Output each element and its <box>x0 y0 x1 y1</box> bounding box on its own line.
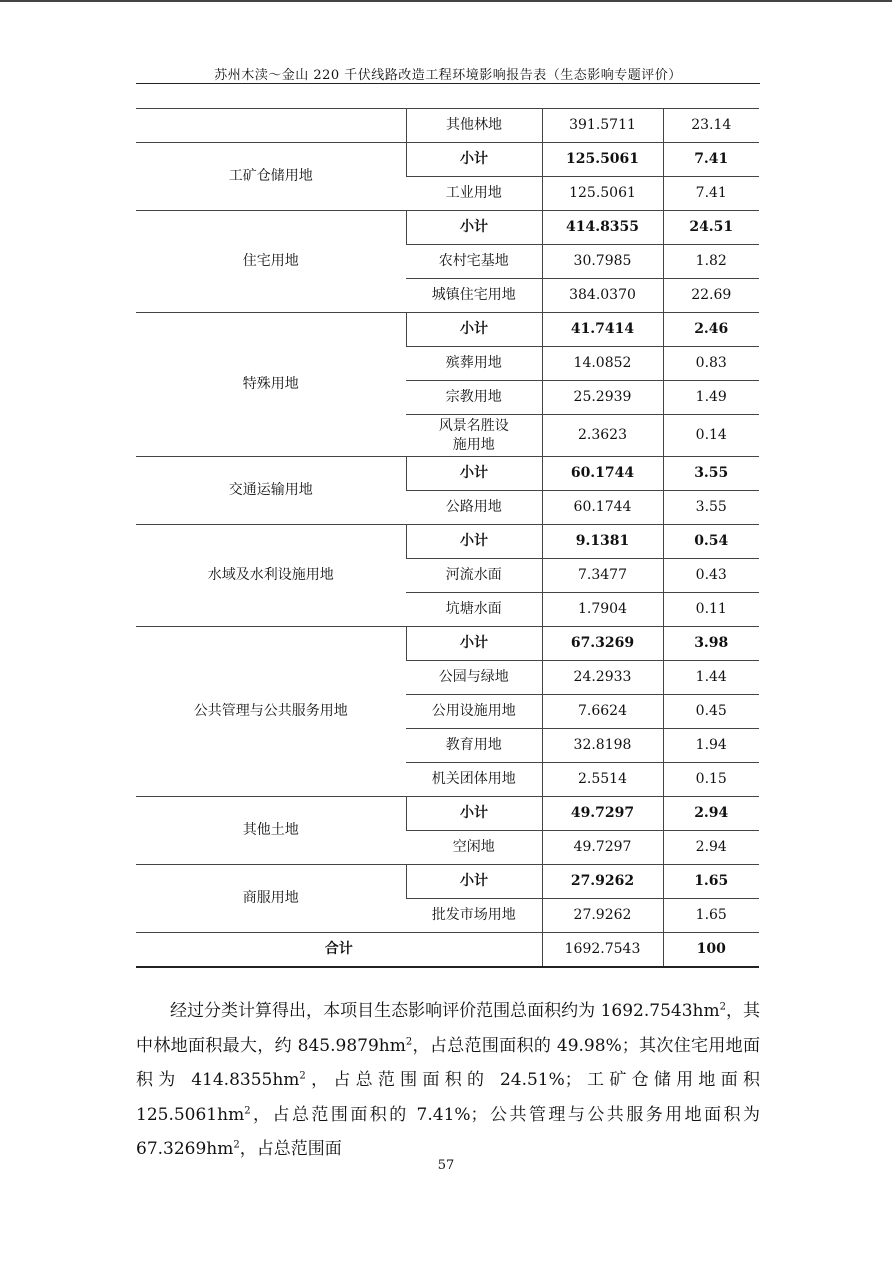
subcategory-cell: 公用设施用地 <box>406 695 542 729</box>
subtotal-label-cell: 小计 <box>406 797 542 831</box>
total-area-cell: 1692.7543 <box>542 933 663 967</box>
subtotal-label-cell: 小计 <box>406 865 542 899</box>
subtotal-percent-cell: 2.46 <box>663 313 759 347</box>
subcategory-cell: 河流水面 <box>406 559 542 593</box>
subtotal-percent-cell: 7.41 <box>663 143 759 177</box>
subtotal-area-cell: 125.5061 <box>542 143 663 177</box>
area-cell: 7.3477 <box>542 559 663 593</box>
subtotal-label-cell: 小计 <box>406 211 542 245</box>
subtotal-label-cell: 小计 <box>406 457 542 491</box>
total-label-cell: 合计 <box>136 933 542 967</box>
subtotal-area-cell: 9.1381 <box>542 525 663 559</box>
page-top-border <box>0 0 892 2</box>
subcategory-cell: 城镇住宅用地 <box>406 279 542 313</box>
table-row <box>136 525 759 559</box>
subtotal-label-cell: 小计 <box>406 143 542 177</box>
superscript: 2 <box>405 1035 413 1047</box>
superscript: 2 <box>233 1139 240 1151</box>
percent-cell: 1.94 <box>663 729 759 763</box>
subcategory-cell: 机关团体用地 <box>406 763 542 797</box>
subtotal-area-cell: 60.1744 <box>542 457 663 491</box>
paragraph-text: ，占总范围面积的 49.98%；其次住宅用地面积为 414.8355hm <box>136 1035 760 1090</box>
table-row <box>136 143 759 177</box>
area-cell: 24.2933 <box>542 661 663 695</box>
area-cell: 32.8198 <box>542 729 663 763</box>
page-number: 57 <box>437 1158 455 1173</box>
area-cell: 27.9262 <box>542 899 663 933</box>
percent-cell: 3.55 <box>663 491 759 525</box>
category-cell: 公共管理与公共服务用地 <box>136 627 406 797</box>
category-cell: 水域及水利设施用地 <box>136 525 406 627</box>
percent-cell: 0.45 <box>663 695 759 729</box>
percent-cell: 0.43 <box>663 559 759 593</box>
subtotal-area-cell: 67.3269 <box>542 627 663 661</box>
subcategory-cell: 公园与绿地 <box>406 661 542 695</box>
area-cell: 391.5711 <box>542 109 663 143</box>
subtotal-percent-cell: 0.54 <box>663 525 759 559</box>
area-cell: 30.7985 <box>542 245 663 279</box>
subcategory-cell: 殡葬用地 <box>406 347 542 381</box>
subcategory-cell: 教育用地 <box>406 729 542 763</box>
table-row <box>136 211 759 245</box>
area-cell: 60.1744 <box>542 491 663 525</box>
subtotal-area-cell: 49.7297 <box>542 797 663 831</box>
subtotal-label-cell: 小计 <box>406 313 542 347</box>
category-cell: 住宅用地 <box>136 211 406 313</box>
subtotal-area-cell: 41.7414 <box>542 313 663 347</box>
area-cell: 1.7904 <box>542 593 663 627</box>
land-use-table <box>136 108 759 968</box>
subcategory-cell: 公路用地 <box>406 491 542 525</box>
area-cell: 49.7297 <box>542 831 663 865</box>
percent-cell: 23.14 <box>663 109 759 143</box>
percent-cell: 1.65 <box>663 899 759 933</box>
subcategory-cell: 农村宅基地 <box>406 245 542 279</box>
percent-cell: 1.44 <box>663 661 759 695</box>
subtotal-percent-cell: 1.65 <box>663 865 759 899</box>
area-cell: 7.6624 <box>542 695 663 729</box>
table-row <box>136 313 759 347</box>
subtotal-percent-cell: 24.51 <box>663 211 759 245</box>
table-row <box>136 457 759 491</box>
total-percent-cell: 100 <box>663 933 759 967</box>
subcategory-cell: 批发市场用地 <box>406 899 542 933</box>
percent-cell: 0.11 <box>663 593 759 627</box>
subcategory-cell: 其他林地 <box>406 109 542 143</box>
subcategory-cell: 宗教用地 <box>406 381 542 415</box>
paragraph-text: ，其中林地面积最大，约 845.9879hm <box>136 1001 760 1056</box>
subcategory-line: 施用地 <box>452 436 495 453</box>
subtotal-area-cell: 27.9262 <box>542 865 663 899</box>
subcategory-cell: 工业用地 <box>406 177 542 211</box>
running-header: 苏州木渎～金山 220 千伏线路改造工程环境影响报告表（生态影响专题评价） <box>214 68 682 83</box>
table-row <box>136 865 759 899</box>
percent-cell: 7.41 <box>663 177 759 211</box>
table-row <box>136 627 759 661</box>
category-cell: 交通运输用地 <box>136 457 406 525</box>
area-cell: 14.0852 <box>542 347 663 381</box>
header-divider <box>136 83 760 84</box>
percent-cell: 22.69 <box>663 279 759 313</box>
subcategory-cell: 空闲地 <box>406 831 542 865</box>
percent-cell: 0.83 <box>663 347 759 381</box>
percent-cell: 0.14 <box>663 415 759 457</box>
area-cell: 125.5061 <box>542 177 663 211</box>
subtotal-label-cell: 小计 <box>406 525 542 559</box>
subtotal-percent-cell: 2.94 <box>663 797 759 831</box>
subcategory-cell <box>406 415 542 457</box>
category-cell: 工矿仓储用地 <box>136 143 406 211</box>
category-cell: 其他土地 <box>136 797 406 865</box>
area-cell: 2.5514 <box>542 763 663 797</box>
paragraph-text: ，占总范围面积的 7.41%；公共管理与公共服务用地面积为 67.3269hm <box>136 1104 760 1159</box>
paragraph-text: ，占总范围面积的 24.51%；工矿仓储用地面积 125.5061hm <box>136 1070 760 1125</box>
total-row <box>136 933 759 967</box>
table-row <box>136 797 759 831</box>
category-cell: 特殊用地 <box>136 313 406 457</box>
subcategory-cell: 坑塘水面 <box>406 593 542 627</box>
category-cell <box>136 109 406 143</box>
percent-cell: 2.94 <box>663 831 759 865</box>
land-use-table-body <box>136 109 759 967</box>
area-cell: 25.2939 <box>542 381 663 415</box>
area-cell: 384.0370 <box>542 279 663 313</box>
superscript: 2 <box>299 1070 306 1082</box>
paragraph-text: 经过分类计算得出，本项目生态影响评价范围总面积约为 1692.7543hm <box>170 1001 720 1021</box>
paragraph-text: ，占总范围面 <box>239 1139 342 1159</box>
percent-cell: 1.82 <box>663 245 759 279</box>
percent-cell: 1.49 <box>663 381 759 415</box>
area-cell: 2.3623 <box>542 415 663 457</box>
subtotal-percent-cell: 3.55 <box>663 457 759 491</box>
superscript: 2 <box>719 1001 726 1013</box>
category-cell: 商服用地 <box>136 865 406 933</box>
table-row <box>136 109 759 143</box>
subcategory-line: 风景名胜设 <box>438 418 509 435</box>
subtotal-label-cell: 小计 <box>406 627 542 661</box>
subtotal-area-cell: 414.8355 <box>542 211 663 245</box>
percent-cell: 0.15 <box>663 763 759 797</box>
subtotal-percent-cell: 3.98 <box>663 627 759 661</box>
superscript: 2 <box>244 1104 251 1116</box>
summary-paragraph <box>136 994 760 1167</box>
